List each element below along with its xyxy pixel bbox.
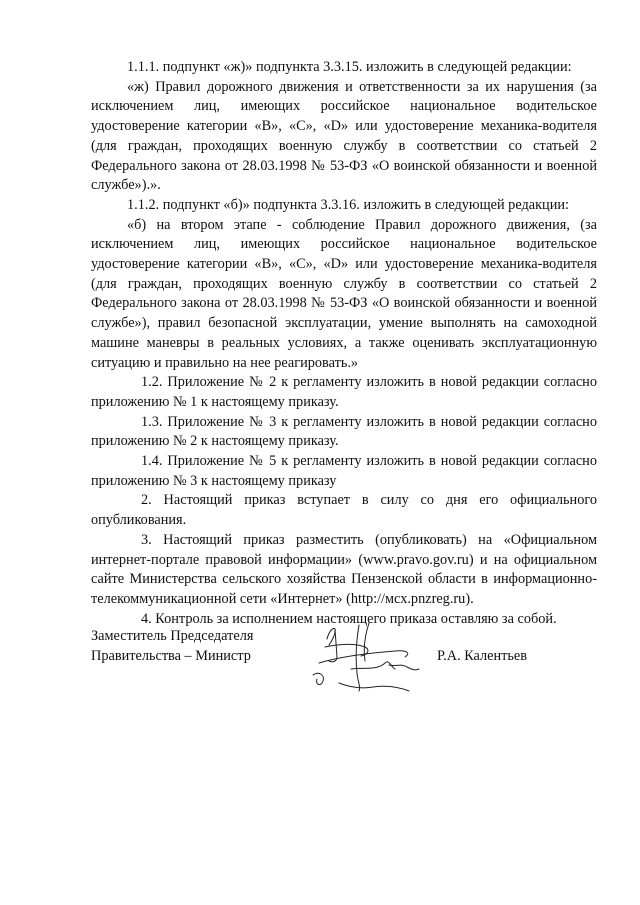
document-body [91,58,597,629]
handwritten-signature [299,617,429,697]
signer-position [91,627,253,666]
paragraph-1-1-2: 1.1.2. подпункт «б)» подпункта 3.3.16. изложить в следующей редакции: [127,196,569,213]
paragraph-1-1-1: 1.1.1. подпункт «ж)» подпункта 3.3.15. изложить в следующей редакции: [127,59,572,75]
signer-name: Р.А. Калентьев [437,648,528,664]
signature-block [91,627,597,707]
paragraph-1-3: 1.3. Приложение № 3 к регламенту изложить в новой редакции согласно приложению № 2 к настоящему приказу. [91,413,597,450]
paragraph-3: 3. Настоящий приказ разместить (опубликовать) на «Официальном интернет-портале правовой информации» (www.pravo.gov.ru) и на официальном сайте Министерства сельского хозяйства Пензенской области в информационно-телекоммуникационной сети «Интернет» (http://мсх.pnzreg.ru). [91,531,597,607]
paragraph-4: 4. Контроль за исполнением настоящего приказа оставляю за собой. [141,610,557,627]
paragraph-quote-b: «б) на втором этапе - соблюдение Правил дорожного движения, (за исключением лиц, имеющих российское национальное водительское удостоверение категории «B», «C», «D» или удостоверение механика-водителя (для граждан, проходящих военную службу в соответствии со статьей 2 Федерального закона от 28.03.1998 № 53-ФЗ «О воинской обязанности и военной службе»), правил безопасной эксплуатации, умение выполнять на самоходной машине маневры в реальных условиях, а также оценивать эксплуатационную ситуацию и правильно на нее реагировать.» [91,216,597,371]
signer-position-line-2: Правительства – Министр [91,647,251,664]
paragraph-1-4: 1.4. Приложение № 5 к регламенту изложить в новой редакции согласно приложению № 3 к настоящему приказу [91,453,597,489]
paragraph-quote-zh: «ж) Правил дорожного движения и ответственности за их нарушения (за исключением лиц, имеющих российское национальное водительское удостоверение категории «B», «C», «D» или удостоверение механика-водителя (для граждан, проходящих военную службу в соответствии со статьей 2 Федерального закона от 28.03.1998 № 53-ФЗ «О воинской обязанности и военной службе»).». [91,78,597,194]
paragraph-2: 2. Настоящий приказ вступает в силу со дня его официального опубликования. [91,492,597,529]
paragraph-1-2: 1.2. Приложение № 2 к регламенту изложить в новой редакции согласно приложению № 1 к настоящему приказу. [91,374,597,410]
signer-position-line-1: Заместитель Председателя [91,628,254,644]
